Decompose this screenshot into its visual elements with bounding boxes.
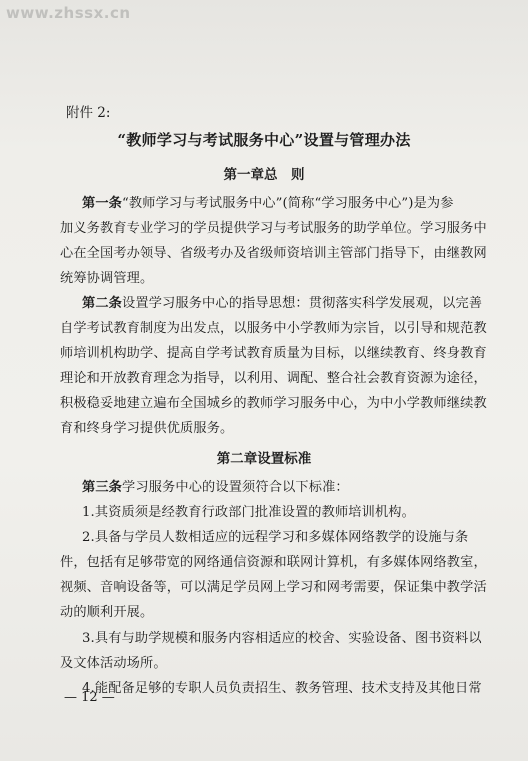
article-3-text: 学习服务中心的设置须符合以下标准： [122, 480, 349, 495]
watermark: www.zhssx.cn [6, 4, 131, 22]
item-2-line-1: 2.具备与学员人数相适应的远程学习和多媒体网络教学的设施与条 [82, 530, 469, 545]
document-title: “教师学习与考试服务中心”设置与管理办法 [117, 131, 411, 149]
article-2-line-4: 理论和开放教育理念为指导，以利用、调配、整合社会教育资源为途径， [60, 371, 487, 386]
article-2-text: 设置学习服务中心的指导思想：贯彻落实科学发展观，以完善 [122, 296, 483, 311]
article-3-line-1 [82, 476, 349, 495]
item-2-line-3: 视频、音响设备等，可以满足学员网上学习和网考需要，保证集中教学活 [60, 580, 487, 595]
attachment-label: 附件 2: [66, 105, 111, 121]
article-2-line-5: 积极稳妥地建立遍布全国城乡的教师学习服务中心，为中小学教师继续教 [60, 396, 487, 411]
article-2-label: 第二条 [82, 296, 123, 311]
article-2-line-2: 自学考试教育制度为出发点，以服务中小学教师为宗旨，以引导和规范教 [60, 321, 487, 336]
page-number: — 12 — [64, 690, 115, 705]
article-1-text: “教师学习与考试服务中心”(简称“学习服务中心”)是为参 [122, 196, 454, 211]
chapter-2-heading: 第二章设置标准 [216, 451, 312, 467]
item-1: 1.其资质须是经教育行政部门批准设置的教师培训机构。 [82, 505, 415, 520]
article-1-line-1 [82, 192, 454, 211]
article-1-line-4: 统筹协调管理。 [60, 271, 154, 286]
article-1-line-3: 心在全国考办领导、省级考办及省级师资培训主管部门指导下，由继教网 [60, 246, 487, 261]
chapter-1-heading: 第一章总 则 [223, 167, 305, 183]
article-1-label: 第一条 [82, 196, 123, 211]
item-2-line-4: 动的顺利开展。 [60, 605, 154, 620]
article-2-line-3: 师培训机构助学、提高自学考试教育质量为目标，以继续教育、终身教育 [60, 346, 487, 361]
item-4-line-1: 4.能配备足够的专职人员负责招生、教务管理、技术支持及其他日常 [82, 681, 482, 696]
article-1-line-2: 加义务教育专业学习的学员提供学习与考试服务的助学单位。学习服务中 [60, 221, 487, 236]
item-2-line-2: 件，包括有足够带宽的网络通信资源和联网计算机，有多媒体网络教室， [60, 555, 487, 570]
item-3-line-2: 及文体活动场所。 [60, 656, 167, 671]
article-2-line-6: 育和终身学习提供优质服务。 [60, 421, 234, 436]
item-3-line-1: 3.具有与助学规模和服务内容相适应的校舍、实验设备、图书资料以 [82, 631, 482, 646]
article-3-label: 第三条 [82, 480, 123, 495]
article-2-line-1 [82, 292, 482, 311]
